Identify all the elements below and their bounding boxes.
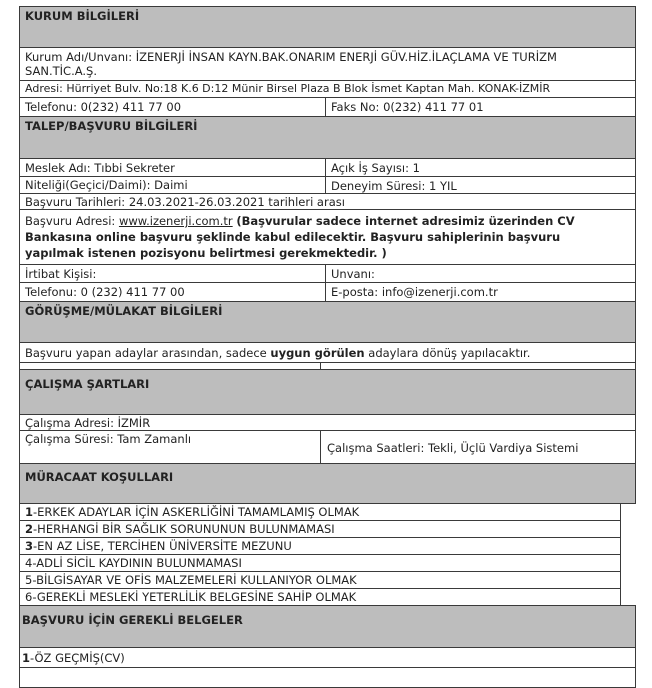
deneyim-row: [331, 179, 457, 193]
nitelik-row: [25, 178, 188, 192]
acik-is-label: Açık İş Sayısı:: [331, 161, 409, 175]
muracaat-item-3-label: -EN AZ LİSE, TERCİHEN ÜNİVERSİTE MEZUNU: [33, 539, 292, 553]
kurum-phone-label: Telefonu:: [25, 100, 77, 114]
calisma-header: [19, 369, 636, 415]
muracaat-item-3-num: 3: [25, 539, 34, 553]
meslek-row: [25, 161, 175, 175]
gorusme-title: GÖRÜŞME/MÜLAKAT BİLGİLERİ: [25, 304, 223, 318]
meslek-value: Tıbbi Sekreter: [94, 161, 175, 175]
tarih-value: 24.03.2021-26.03.2021 tarihleri arası: [128, 195, 345, 209]
calisma-adres-row: [25, 416, 150, 430]
calisma-saat-row: [327, 441, 578, 455]
belgeler-item-1-text: [22, 651, 125, 665]
calisma-saat-label: Çalışma Saatleri:: [327, 441, 425, 455]
muracaat-item-6-num: 6: [25, 590, 33, 604]
eposta-value[interactable]: info@izenerji.com.tr: [381, 285, 498, 299]
kurum-name-label: Kurum Adı/Unvanı:: [25, 50, 133, 64]
belgeler-empty-row: [19, 667, 636, 688]
belgeler-title: BAŞVURU İÇİN GEREKLİ BELGELER: [22, 613, 243, 627]
kurum-name-value: İZENERJİ İNSAN KAYN.BAK.ONARIM ENERJİ GÜV.HİZ.İLAÇLAMA VE TURİZM SAN.TİC.A.Ş.: [25, 50, 557, 78]
gorusme-text-bold: uygun görülen: [270, 346, 365, 360]
kurum-address-value: Hürriyet Bulv. No:18 K.6 D:12 Münir Birsel Plaza B Blok İsmet Kaptan Mah. KONAK-İZMİR: [66, 82, 551, 95]
kurum-fax-row: [331, 100, 484, 114]
basvuru-adresi-link[interactable]: www.izenerji.com.tr: [118, 214, 233, 228]
gorusme-text-row: [25, 346, 530, 360]
nitelik-value: Daimi: [154, 178, 188, 192]
eposta-label: E-posta:: [331, 285, 379, 299]
talep-phone-value: 0 (232) 411 77 00: [80, 285, 185, 299]
muracaat-item-5-num: 5: [25, 573, 33, 587]
kurum-address-row: [25, 82, 550, 96]
calisma-sure-row: [25, 432, 191, 446]
muracaat-item-6-text: [25, 590, 356, 604]
acik-is-row: [331, 161, 420, 175]
muracaat-item-4-label: -ADLİ SİCİL KAYDININ BULUNMAMASI: [32, 556, 242, 570]
deneyim-value: 1 YIL: [429, 179, 457, 193]
muracaat-item-2-text: [25, 522, 335, 536]
muracaat-item-2-label: -HERHANGİ BİR SAĞLIK SORUNUNUN BULUNMAMASI: [33, 522, 335, 536]
kurum-phone-value: 0(232) 411 77 00: [80, 100, 182, 114]
talep-phone-label: Telefonu:: [25, 285, 77, 299]
kurum-fax-label: Faks No:: [331, 100, 380, 114]
belgeler-item-1-label: -ÖZ GEÇMİŞ(CV): [30, 651, 125, 665]
calisma-saat-value: Tekli, Üçlü Vardiya Sistemi: [428, 441, 579, 455]
gorusme-text-after: adaylara dönüş yapılacaktır.: [368, 346, 531, 360]
eposta-row: [331, 285, 498, 299]
muracaat-item-2-num: 2: [25, 522, 34, 536]
tarih-row: [25, 195, 345, 209]
kurum-name-row: [25, 50, 625, 78]
muracaat-item-5-label: -BİLGİSAYAR VE OFİS MALZEMELERİ KULLANIYOR OLMAK: [32, 573, 357, 587]
calisma-title: ÇALIŞMA ŞARTLARI: [25, 377, 150, 391]
muracaat-item-6-label: -GEREKLİ MESLEKİ YETERLİLİK BELGESİNE SAHİP OLMAK: [32, 590, 357, 604]
gorusme-text-before: Başvuru yapan adaylar arasından, sadece: [25, 346, 267, 360]
belgeler-item-1-num: 1: [22, 651, 31, 665]
tarih-label: Başvuru Tarihleri:: [25, 195, 126, 209]
calisma-sure-label: Çalışma Süresi:: [25, 432, 114, 446]
meslek-label: Meslek Adı:: [25, 161, 91, 175]
irtibat-label: İrtibat Kişisi:: [25, 267, 97, 281]
basvuru-adresi-row: [25, 213, 605, 261]
kurum-fax-value: 0(232) 411 77 01: [383, 100, 484, 114]
muracaat-item-1-text: [25, 505, 359, 519]
nitelik-label: Niteliği(Geçici/Daimi):: [25, 178, 151, 192]
calisma-sure-value: Tam Zamanlı: [117, 432, 192, 446]
muracaat-item-4-text: [25, 556, 242, 570]
kurum-title: KURUM BİLGİLERİ: [25, 9, 140, 23]
unvan-label: Unvanı:: [331, 267, 375, 281]
deneyim-label: Deneyim Süresi:: [331, 179, 426, 193]
muracaat-item-3-text: [25, 539, 292, 553]
acik-is-value: 1: [412, 161, 420, 175]
basvuru-adresi-note: (Başvurular sadece internet adresimiz üzerinden CV Bankasına online başvuru şeklinde kabul edilecektir. Başvuru sahiplerinin başvuru yapılmak istenen pozisyonu belirtmesi gerekmektedir. ): [25, 214, 575, 260]
kurum-address-label: Adresi:: [25, 82, 63, 95]
muracaat-item-5-text: [25, 573, 357, 587]
muracaat-item-1-label: -ERKEK ADAYLAR İÇİN ASKERLİĞİNİ TAMAMLAMIŞ OLMAK: [33, 505, 360, 519]
calisma-adres-label: Çalışma Adresi:: [25, 416, 114, 430]
talep-title: TALEP/BAŞVURU BİLGİLERİ: [25, 119, 198, 133]
kurum-phone-row: [25, 100, 181, 114]
talep-phone-row: [25, 285, 185, 299]
basvuru-adresi-label: Başvuru Adresi:: [25, 214, 116, 228]
muracaat-title: MÜRACAAT KOŞULLARI: [25, 470, 174, 484]
muracaat-item-4-num: 4: [25, 556, 33, 570]
muracaat-item-1-num: 1: [25, 505, 34, 519]
calisma-adres-value: İZMİR: [117, 416, 151, 430]
